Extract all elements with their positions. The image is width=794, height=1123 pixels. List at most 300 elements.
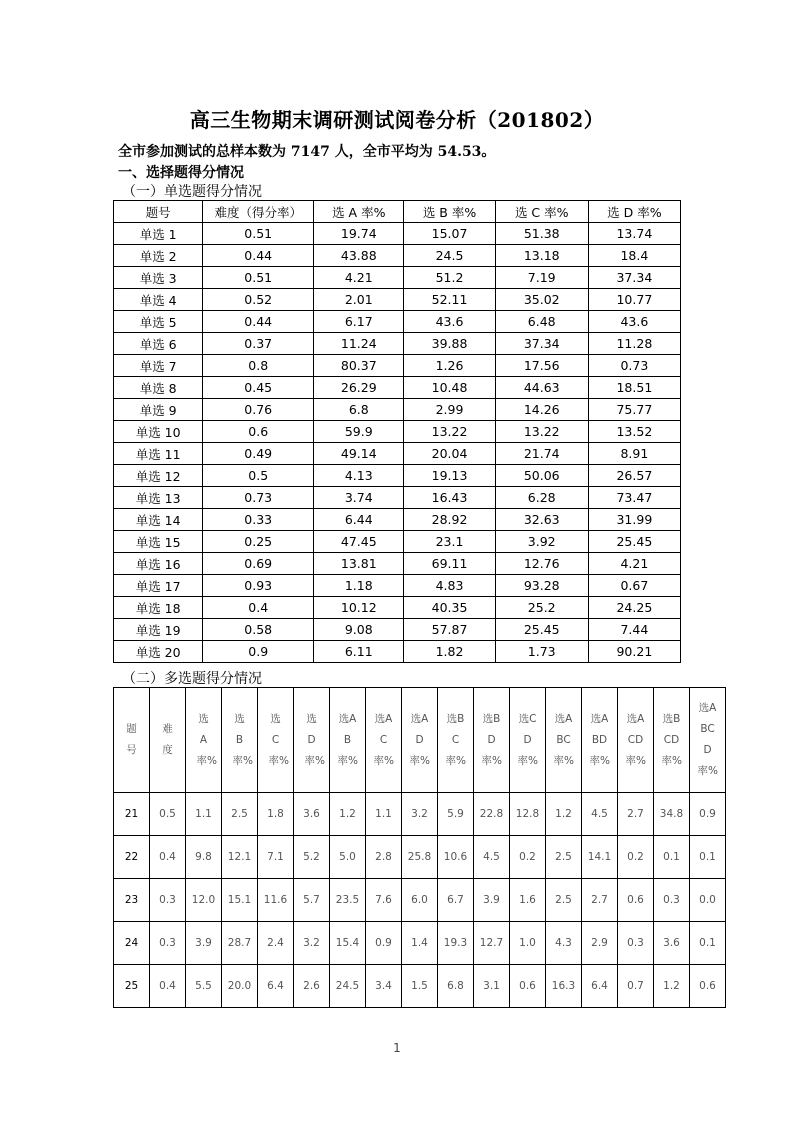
table-cell	[150, 965, 186, 1008]
table-cell	[294, 922, 330, 965]
table-row	[114, 553, 681, 575]
table-cell: 0.25	[203, 531, 314, 553]
table-cell: 13.81	[314, 553, 404, 575]
table-cell: 52.11	[404, 289, 495, 311]
table-cell: 23.1	[404, 531, 495, 553]
table-cell: 32.63	[495, 509, 588, 531]
table-cell	[618, 879, 654, 922]
table-cell	[366, 879, 402, 922]
table-cell	[654, 965, 690, 1008]
table-cell	[438, 836, 474, 879]
table-cell	[222, 879, 258, 922]
table-cell	[150, 836, 186, 879]
table-cell: 75.77	[588, 399, 680, 421]
multi-header-cell	[222, 688, 258, 793]
cell-value: 5.2	[303, 851, 320, 863]
table-cell: 单选 16	[114, 553, 203, 575]
multi-header-label: 选CD率%	[517, 712, 538, 767]
document-title: 高三生物期末调研测试阅卷分析（201802）	[189, 108, 605, 132]
table-cell: 0.76	[203, 399, 314, 421]
cell-value: 22	[124, 851, 139, 863]
table-row	[114, 289, 681, 311]
cell-value: 0.3	[159, 894, 176, 906]
cell-value: 6.4	[267, 980, 284, 992]
single-header-cell: 选 A 率%	[314, 201, 404, 223]
table-cell	[582, 836, 618, 879]
multi-header-label: 选A率%	[196, 712, 217, 767]
table-cell	[474, 965, 510, 1008]
multi-header-label: 难度	[162, 723, 173, 756]
table-cell	[114, 922, 150, 965]
table-cell	[438, 922, 474, 965]
table-row	[114, 619, 681, 641]
multi-header-cell	[690, 688, 726, 793]
table-cell: 0.37	[203, 333, 314, 355]
cell-value: 1.4	[411, 937, 428, 949]
subsection-single: （一）单选题得分情况	[122, 184, 262, 200]
cell-value: 25	[124, 980, 139, 992]
table-cell	[114, 793, 150, 836]
page-number: 1	[393, 1041, 401, 1055]
cell-value: 0.4	[159, 980, 176, 992]
table-cell: 15.07	[404, 223, 495, 245]
table-cell	[150, 793, 186, 836]
table-cell	[690, 965, 726, 1008]
table-cell: 0.58	[203, 619, 314, 641]
cell-value: 4.5	[591, 808, 608, 820]
table-row	[114, 487, 681, 509]
cell-value: 1.0	[519, 937, 536, 949]
table-cell: 57.87	[404, 619, 495, 641]
table-cell: 26.29	[314, 377, 404, 399]
single-header-cell: 选 D 率%	[588, 201, 680, 223]
table-cell: 69.11	[404, 553, 495, 575]
cell-value: 0.1	[663, 851, 680, 863]
multi-header-label: 选BD率%	[481, 712, 502, 767]
multi-choice-table	[113, 687, 726, 1008]
cell-value: 0.0	[699, 894, 716, 906]
cell-value: 0.3	[663, 894, 680, 906]
table-cell	[186, 836, 222, 879]
cell-value: 5.7	[303, 894, 320, 906]
table-cell	[258, 965, 294, 1008]
table-row	[114, 922, 726, 965]
cell-value: 0.6	[627, 894, 644, 906]
cell-value: 2.5	[555, 894, 572, 906]
table-cell: 20.04	[404, 443, 495, 465]
table-cell	[402, 793, 438, 836]
cell-value: 0.1	[699, 851, 716, 863]
cell-value: 0.4	[159, 851, 176, 863]
table-cell	[546, 879, 582, 922]
multi-header-cell	[474, 688, 510, 793]
table-cell: 49.14	[314, 443, 404, 465]
single-choice-table	[113, 200, 681, 663]
table-cell: 10.48	[404, 377, 495, 399]
table-cell	[510, 922, 546, 965]
table-cell: 50.06	[495, 465, 588, 487]
cell-value: 2.4	[267, 937, 284, 949]
table-cell: 73.47	[588, 487, 680, 509]
table-cell	[474, 836, 510, 879]
multi-header-label: 选B率%	[232, 712, 253, 767]
table-cell	[546, 793, 582, 836]
table-row	[114, 465, 681, 487]
cell-value: 3.6	[303, 808, 320, 820]
table-cell: 6.44	[314, 509, 404, 531]
cell-value: 1.2	[555, 808, 572, 820]
table-cell: 单选 13	[114, 487, 203, 509]
table-cell: 43.88	[314, 245, 404, 267]
table-cell	[438, 793, 474, 836]
cell-value: 7.1	[267, 851, 284, 863]
table-cell: 3.92	[495, 531, 588, 553]
table-cell: 单选 8	[114, 377, 203, 399]
cell-value: 12.0	[191, 894, 216, 906]
table-row	[114, 879, 726, 922]
cell-value: 11.6	[263, 894, 288, 906]
cell-value: 2.8	[375, 851, 392, 863]
table-cell	[618, 793, 654, 836]
cell-value: 1.5	[411, 980, 428, 992]
subsection-multi: （二）多选题得分情况	[122, 671, 262, 687]
table-cell: 1.82	[404, 641, 495, 663]
cell-value: 1.6	[519, 894, 536, 906]
table-cell: 2.01	[314, 289, 404, 311]
table-cell	[186, 965, 222, 1008]
table-cell	[690, 836, 726, 879]
table-row	[114, 836, 726, 879]
cell-value: 0.7	[627, 980, 644, 992]
table-cell	[258, 922, 294, 965]
table-cell	[258, 879, 294, 922]
table-cell: 25.2	[495, 597, 588, 619]
cell-value: 14.1	[587, 851, 612, 863]
table-cell	[546, 836, 582, 879]
table-cell: 1.18	[314, 575, 404, 597]
table-cell: 44.63	[495, 377, 588, 399]
table-cell: 37.34	[495, 333, 588, 355]
table-cell	[654, 879, 690, 922]
table-row	[114, 641, 681, 663]
cell-value: 22.8	[479, 808, 504, 820]
table-cell	[510, 965, 546, 1008]
table-cell	[186, 879, 222, 922]
multi-header-label: 选AD率%	[409, 712, 430, 767]
single-header-cell: 题号	[114, 201, 203, 223]
table-cell: 0.33	[203, 509, 314, 531]
table-cell	[618, 922, 654, 965]
cell-value: 1.1	[375, 808, 392, 820]
table-cell	[330, 965, 366, 1008]
table-cell	[294, 879, 330, 922]
table-cell: 0.52	[203, 289, 314, 311]
cell-value: 0.5	[159, 808, 176, 820]
cell-value: 2.9	[591, 937, 608, 949]
table-cell: 单选 9	[114, 399, 203, 421]
table-cell: 4.83	[404, 575, 495, 597]
table-cell: 单选 18	[114, 597, 203, 619]
cell-value: 2.7	[627, 808, 644, 820]
table-cell	[114, 879, 150, 922]
cell-value: 9.8	[195, 851, 212, 863]
table-cell: 单选 20	[114, 641, 203, 663]
table-cell	[258, 793, 294, 836]
multi-header-label: 选C率%	[268, 712, 289, 767]
table-cell: 13.22	[404, 421, 495, 443]
table-cell: 0.9	[203, 641, 314, 663]
cell-value: 6.0	[411, 894, 428, 906]
table-cell: 6.17	[314, 311, 404, 333]
table-cell	[294, 965, 330, 1008]
table-cell: 2.99	[404, 399, 495, 421]
cell-value: 34.8	[659, 808, 684, 820]
table-cell: 19.13	[404, 465, 495, 487]
single-header-cell: 难度（得分率）	[203, 201, 314, 223]
multi-header-cell	[654, 688, 690, 793]
table-row	[114, 509, 681, 531]
cell-value: 0.9	[375, 937, 392, 949]
multi-header-cell	[114, 688, 150, 793]
table-cell: 3.74	[314, 487, 404, 509]
table-cell: 0.44	[203, 311, 314, 333]
table-cell: 13.22	[495, 421, 588, 443]
table-cell: 39.88	[404, 333, 495, 355]
table-cell: 单选 2	[114, 245, 203, 267]
table-cell: 7.44	[588, 619, 680, 641]
cell-value: 20.0	[227, 980, 252, 992]
cell-value: 12.7	[479, 937, 504, 949]
table-cell	[366, 793, 402, 836]
table-cell	[474, 879, 510, 922]
table-cell: 18.51	[588, 377, 680, 399]
table-cell: 1.26	[404, 355, 495, 377]
table-cell: 6.48	[495, 311, 588, 333]
table-cell	[402, 879, 438, 922]
table-cell: 0.6	[203, 421, 314, 443]
cell-value: 3.4	[375, 980, 392, 992]
table-cell	[618, 836, 654, 879]
table-cell: 0.8	[203, 355, 314, 377]
table-cell: 25.45	[495, 619, 588, 641]
table-cell: 80.37	[314, 355, 404, 377]
cell-value: 2.7	[591, 894, 608, 906]
multi-header-label: 选BCD率%	[661, 712, 682, 767]
cell-value: 6.7	[447, 894, 464, 906]
table-cell: 37.34	[588, 267, 680, 289]
cell-value: 0.3	[627, 937, 644, 949]
cell-value: 24	[124, 937, 139, 949]
table-row	[114, 223, 681, 245]
table-cell	[510, 793, 546, 836]
table-row	[114, 355, 681, 377]
cell-value: 25.8	[407, 851, 432, 863]
table-cell: 0.69	[203, 553, 314, 575]
table-cell: 35.02	[495, 289, 588, 311]
table-cell: 24.25	[588, 597, 680, 619]
table-cell	[366, 836, 402, 879]
cell-value: 16.3	[551, 980, 576, 992]
table-cell	[582, 965, 618, 1008]
table-cell: 0.73	[588, 355, 680, 377]
table-cell: 8.91	[588, 443, 680, 465]
multi-header-row	[114, 688, 726, 793]
cell-value: 0.2	[627, 851, 644, 863]
table-cell: 0.45	[203, 377, 314, 399]
table-cell: 单选 14	[114, 509, 203, 531]
table-cell: 19.74	[314, 223, 404, 245]
table-cell: 单选 12	[114, 465, 203, 487]
table-cell	[690, 922, 726, 965]
table-cell	[474, 793, 510, 836]
multi-header-cell	[546, 688, 582, 793]
cell-value: 4.3	[555, 937, 572, 949]
table-cell	[258, 836, 294, 879]
table-row	[114, 377, 681, 399]
table-row	[114, 399, 681, 421]
cell-value: 15.4	[335, 937, 360, 949]
multi-header-label: 选ABC率%	[553, 712, 574, 767]
table-cell: 单选 4	[114, 289, 203, 311]
table-cell	[510, 836, 546, 879]
cell-value: 12.1	[227, 851, 252, 863]
table-row	[114, 333, 681, 355]
table-cell: 31.99	[588, 509, 680, 531]
table-row	[114, 245, 681, 267]
table-cell: 0.51	[203, 223, 314, 245]
multi-header-label: 选AC率%	[373, 712, 394, 767]
multi-header-label: 选ABD率%	[589, 712, 610, 767]
table-row	[114, 267, 681, 289]
table-cell	[510, 879, 546, 922]
table-cell	[474, 922, 510, 965]
table-cell	[186, 922, 222, 965]
table-cell	[690, 879, 726, 922]
cell-value: 21	[124, 808, 139, 820]
cell-value: 23.5	[335, 894, 360, 906]
table-cell	[546, 922, 582, 965]
cell-value: 2.5	[555, 851, 572, 863]
table-row	[114, 421, 681, 443]
cell-value: 2.6	[303, 980, 320, 992]
table-cell: 单选 19	[114, 619, 203, 641]
table-cell: 0.67	[588, 575, 680, 597]
cell-value: 24.5	[335, 980, 360, 992]
table-cell: 59.9	[314, 421, 404, 443]
multi-header-cell	[582, 688, 618, 793]
table-cell: 25.45	[588, 531, 680, 553]
table-row	[114, 311, 681, 333]
table-cell: 0.93	[203, 575, 314, 597]
cell-value: 15.1	[227, 894, 252, 906]
multi-header-label: 选AB率%	[337, 712, 358, 767]
table-cell	[438, 879, 474, 922]
table-cell: 单选 10	[114, 421, 203, 443]
table-cell: 43.6	[588, 311, 680, 333]
table-cell: 6.11	[314, 641, 404, 663]
cell-value: 7.6	[375, 894, 392, 906]
table-row	[114, 965, 726, 1008]
cell-value: 10.6	[443, 851, 468, 863]
multi-header-cell	[366, 688, 402, 793]
table-cell	[366, 965, 402, 1008]
table-cell	[114, 965, 150, 1008]
table-cell	[222, 922, 258, 965]
multi-header-label: 选ACD率%	[625, 712, 646, 767]
table-cell	[150, 922, 186, 965]
table-cell	[330, 793, 366, 836]
table-cell	[582, 879, 618, 922]
table-cell	[582, 793, 618, 836]
table-cell: 28.92	[404, 509, 495, 531]
cell-value: 3.2	[411, 808, 428, 820]
table-cell: 13.74	[588, 223, 680, 245]
multi-header-label: 题号	[126, 723, 137, 756]
multi-header-cell	[618, 688, 654, 793]
table-cell: 4.21	[314, 267, 404, 289]
table-cell: 6.28	[495, 487, 588, 509]
cell-value: 1.2	[339, 808, 356, 820]
table-cell: 47.45	[314, 531, 404, 553]
cell-value: 4.5	[483, 851, 500, 863]
multi-header-label: 选BC率%	[445, 712, 466, 767]
table-cell: 4.21	[588, 553, 680, 575]
table-cell: 10.12	[314, 597, 404, 619]
cell-value: 6.8	[447, 980, 464, 992]
cell-value: 0.3	[159, 937, 176, 949]
cell-value: 3.1	[483, 980, 500, 992]
table-cell: 12.76	[495, 553, 588, 575]
cell-value: 0.1	[699, 937, 716, 949]
multi-header-label: 选D率%	[304, 712, 325, 767]
multi-header-cell	[258, 688, 294, 793]
multi-header-cell	[294, 688, 330, 793]
table-cell: 0.44	[203, 245, 314, 267]
table-cell	[330, 879, 366, 922]
table-cell: 13.18	[495, 245, 588, 267]
cell-value: 19.3	[443, 937, 468, 949]
multi-header-label: 选ABCD率%	[697, 702, 718, 777]
table-cell	[330, 836, 366, 879]
table-cell: 0.73	[203, 487, 314, 509]
table-row	[114, 597, 681, 619]
table-cell: 单选 6	[114, 333, 203, 355]
table-cell	[582, 922, 618, 965]
table-cell: 单选 11	[114, 443, 203, 465]
table-row	[114, 443, 681, 465]
cell-value: 5.9	[447, 808, 464, 820]
table-cell: 0.51	[203, 267, 314, 289]
table-cell	[438, 965, 474, 1008]
cell-value: 12.8	[515, 808, 540, 820]
table-cell: 40.35	[404, 597, 495, 619]
summary-text: 全市参加测试的总样本数为 7147 人，全市平均为 54.53。	[118, 144, 496, 160]
table-cell	[114, 836, 150, 879]
table-cell: 51.38	[495, 223, 588, 245]
multi-header-cell	[150, 688, 186, 793]
table-row	[114, 531, 681, 553]
table-cell	[294, 836, 330, 879]
table-cell	[330, 922, 366, 965]
multi-header-cell	[330, 688, 366, 793]
table-cell: 0.49	[203, 443, 314, 465]
cell-value: 3.9	[195, 937, 212, 949]
cell-value: 28.7	[227, 937, 252, 949]
table-cell: 10.77	[588, 289, 680, 311]
table-row	[114, 793, 726, 836]
multi-header-cell	[402, 688, 438, 793]
table-cell	[654, 836, 690, 879]
